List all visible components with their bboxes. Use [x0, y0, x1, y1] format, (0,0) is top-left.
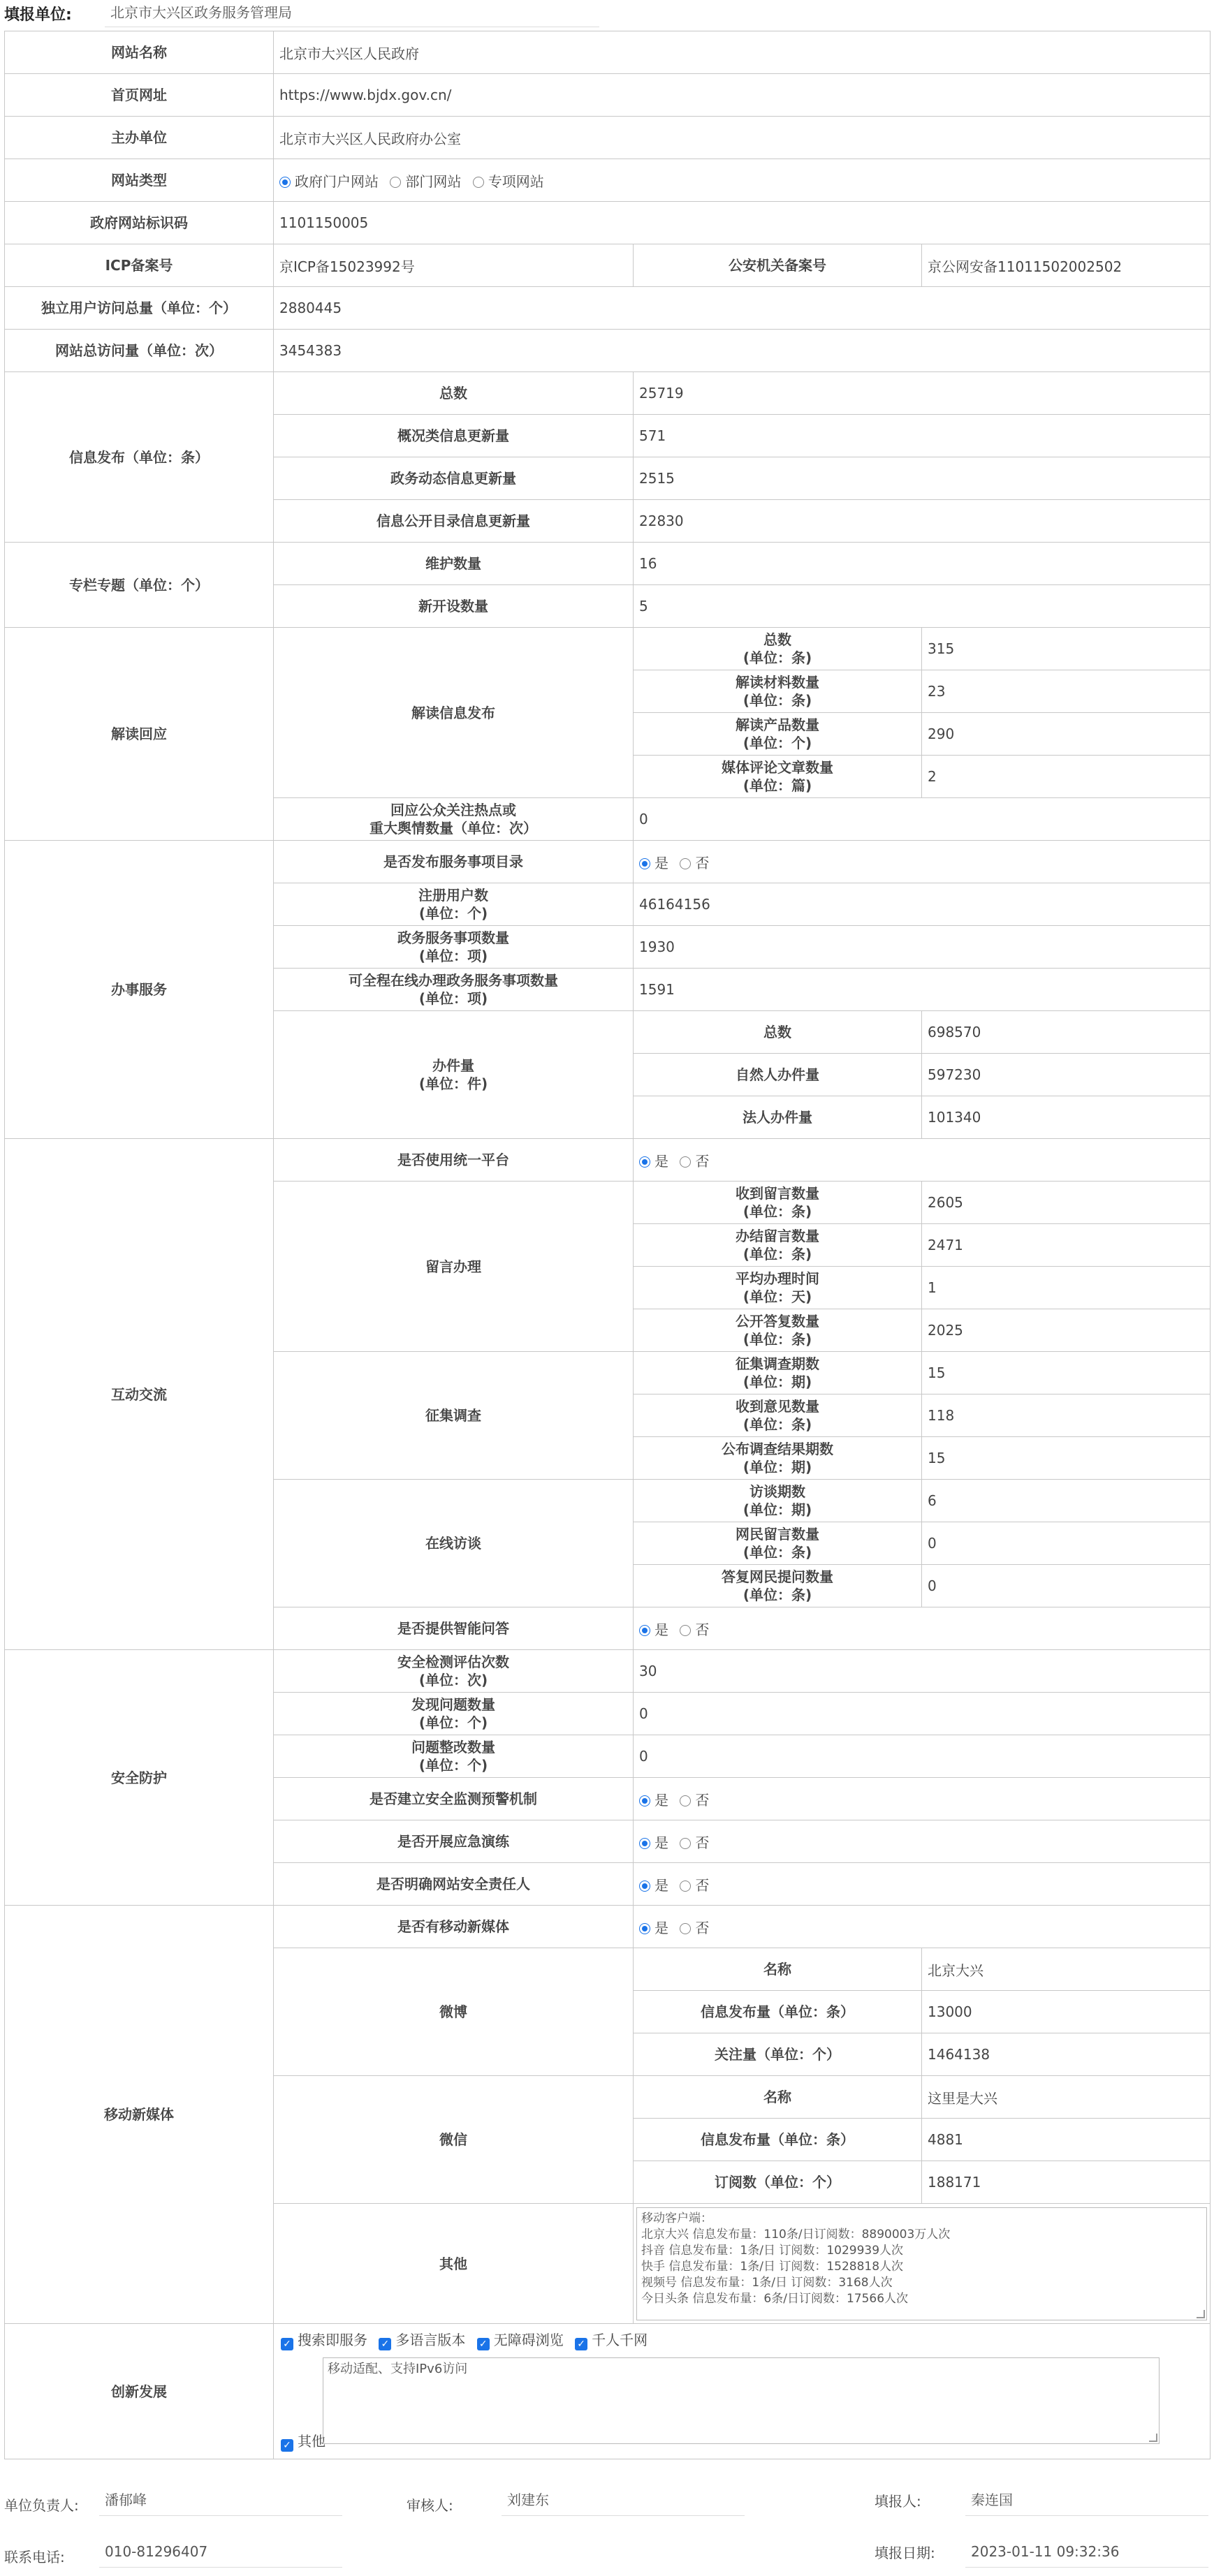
- service-label: 办事服务: [5, 841, 274, 1139]
- form-footer: [0, 2461, 1214, 2576]
- radio-empty-icon: [680, 858, 691, 869]
- security-monitor-options: [634, 1778, 1211, 1820]
- icp-value: 京ICP备15023992号: [274, 244, 634, 287]
- weibo-label: 微博: [274, 1948, 634, 2076]
- interpret-material-value: 23: [922, 670, 1211, 713]
- resize-handle-icon[interactable]: [1197, 2310, 1205, 2318]
- yes-radio[interactable]: 是: [639, 1621, 668, 1638]
- checkbox-checked-icon: ✓: [281, 2439, 293, 2452]
- online-interview-label: 在线访谈: [274, 1480, 634, 1607]
- service-online-label: 可全程在线办理政务服务事项数量 (单位：项): [274, 969, 634, 1011]
- no-radio[interactable]: 否: [680, 1920, 709, 1936]
- page-views-label: 网站总访问量（单位：次）: [5, 330, 274, 372]
- msg-received-value: 2605: [922, 1182, 1211, 1224]
- security-label: 安全防护: [5, 1650, 274, 1906]
- yes-radio[interactable]: 是: [639, 1834, 668, 1851]
- survey-periods-value: 15: [922, 1352, 1211, 1394]
- wechat-publish-value: 4881: [922, 2119, 1211, 2161]
- mobile-other-label: 其他: [274, 2204, 634, 2324]
- info-total-value: 25719: [634, 372, 1211, 415]
- service-registered-label: 注册用户数 (单位：个): [274, 883, 634, 926]
- weibo-name-label: 名称: [634, 1948, 922, 1991]
- radio-empty-icon: [680, 1156, 691, 1168]
- security-drill-options: [634, 1820, 1211, 1863]
- msg-reply-label: 公开答复数量 (单位：条): [634, 1309, 922, 1352]
- msg-received-label: 收到留言数量 (单位：条): [634, 1182, 922, 1224]
- unique-visitors-value: 2880445: [274, 287, 1211, 330]
- radio-empty-icon: [680, 1625, 691, 1636]
- checkbox-checked-icon: ✓: [281, 2338, 293, 2350]
- column-maintain-label: 维护数量: [274, 543, 634, 585]
- interpret-product-label: 解读产品数量 (单位：个): [634, 713, 922, 756]
- platform-label: 是否使用统一平台: [274, 1139, 634, 1182]
- security-eval-value: 30: [634, 1650, 1211, 1693]
- page-views-value: 3454383: [274, 330, 1211, 372]
- msg-done-label: 办结留言数量 (单位：条): [634, 1224, 922, 1267]
- column-maintain-value: 16: [634, 543, 1211, 585]
- interpret-product-value: 290: [922, 713, 1211, 756]
- msg-reply-value: 2025: [922, 1309, 1211, 1352]
- filler-field[interactable]: 秦连国: [965, 2487, 1208, 2516]
- phone-field[interactable]: 010-81296407: [99, 2539, 342, 2568]
- weibo-followers-label: 关注量（单位：个）: [634, 2033, 922, 2076]
- info-overview-value: 571: [634, 415, 1211, 457]
- checkbox-other[interactable]: ✓ 其他: [281, 2430, 326, 2452]
- security-found-value: 0: [634, 1693, 1211, 1735]
- survey-opinions-value: 118: [922, 1394, 1211, 1437]
- handle-legal-label: 法人办件量: [634, 1096, 922, 1139]
- handle-total-label: 总数: [634, 1011, 922, 1054]
- radio-empty-icon: [680, 1923, 691, 1934]
- mobile-other-cell: [634, 2204, 1211, 2324]
- filling-unit-label: 填报单位:: [4, 6, 72, 24]
- security-monitor-label: 是否建立安全监测预警机制: [274, 1778, 634, 1820]
- platform-options: [634, 1139, 1211, 1182]
- site-type-radio-portal[interactable]: 政府门户网站: [279, 173, 379, 190]
- weibo-publish-value: 13000: [922, 1991, 1211, 2033]
- radio-checked-icon: [639, 1625, 650, 1636]
- interview-periods-value: 6: [922, 1480, 1211, 1522]
- security-resp-options: [634, 1863, 1211, 1906]
- info-open-value: 22830: [634, 500, 1211, 543]
- mobile-other-textarea[interactable]: 移动客户端： 北京大兴 信息发布量：110条/日订阅数：8890003万人次 抖音 信息发布量：1条/日 订阅数：1029939人次 快手 信息发布量：1条/日 订阅数：1528818人次 视频号 信息发布量：1条/日 订阅数：3168人次 今日头条 信息发布量：6条/日订阅数：17566人次: [636, 2207, 1207, 2320]
- weibo-publish-label: 信息发布量（单位：条）: [634, 1991, 922, 2033]
- interview-answers-value: 0: [922, 1565, 1211, 1607]
- interpret-total-label: 总数 (单位：条): [634, 628, 922, 670]
- mobile-has-options: [634, 1906, 1211, 1948]
- site-name-value: 北京市大兴区人民政府: [274, 31, 1211, 74]
- security-fixed-value: 0: [634, 1735, 1211, 1778]
- reviewer-field[interactable]: 刘建东: [502, 2487, 745, 2516]
- service-registered-value: 46164156: [634, 883, 1211, 926]
- site-type-options: [274, 159, 1211, 202]
- interview-msgs-label: 网民留言数量 (单位：条): [634, 1522, 922, 1565]
- survey-opinions-label: 收到意见数量 (单位：条): [634, 1394, 922, 1437]
- msg-done-value: 2471: [922, 1224, 1211, 1267]
- weibo-name-value: 北京大兴: [922, 1948, 1211, 1991]
- no-radio[interactable]: 否: [680, 1877, 709, 1894]
- phone-label: 联系电话:: [4, 2549, 65, 2566]
- radio-empty-icon: [473, 177, 484, 188]
- handle-legal-value: 101340: [922, 1096, 1211, 1139]
- weibo-followers-value: 1464138: [922, 2033, 1211, 2076]
- interact-label: 互动交流: [5, 1139, 274, 1650]
- service-catalog-label: 是否发布服务事项目录: [274, 841, 634, 883]
- icp-label: ICP备案号: [5, 244, 274, 287]
- handle-natural-value: 597230: [922, 1054, 1211, 1096]
- survey-results-value: 15: [922, 1437, 1211, 1480]
- radio-checked-icon: [639, 1838, 650, 1849]
- homepage-label: 首页网址: [5, 74, 274, 117]
- radio-empty-icon: [390, 177, 401, 188]
- police-record-label: 公安机关备案号: [634, 244, 922, 287]
- website-report-table: [4, 31, 1211, 2459]
- interpret-label: 解读回应: [5, 628, 274, 841]
- innovation-other-textarea[interactable]: 移动适配、支持IPv6访问: [323, 2357, 1160, 2444]
- info-news-label: 政务动态信息更新量: [274, 457, 634, 500]
- site-id-label: 政府网站标识码: [5, 202, 274, 244]
- wechat-name-label: 名称: [634, 2076, 922, 2119]
- filling-unit-field[interactable]: 北京市大兴区政务服务管理局: [105, 1, 599, 27]
- mobile-media-label: 移动新媒体: [5, 1906, 274, 2324]
- site-id-value: 1101150005: [274, 202, 1211, 244]
- no-radio[interactable]: 否: [680, 1792, 709, 1809]
- radio-empty-icon: [680, 1838, 691, 1849]
- interpret-material-label: 解读材料数量 (单位：条): [634, 670, 922, 713]
- msg-avg-label: 平均办理时间 (单位：天): [634, 1267, 922, 1309]
- security-drill-label: 是否开展应急演练: [274, 1820, 634, 1863]
- innovation-label: 创新发展: [5, 2324, 274, 2459]
- interpret-media-value: 2: [922, 756, 1211, 798]
- info-open-label: 信息公开目录信息更新量: [274, 500, 634, 543]
- survey-label: 征集调查: [274, 1352, 634, 1480]
- checkbox-checked-icon: ✓: [379, 2338, 391, 2350]
- info-total-label: 总数: [274, 372, 634, 415]
- site-type-radio-department[interactable]: 部门网站: [390, 173, 461, 190]
- date-label: 填报日期:: [875, 2545, 935, 2561]
- interview-periods-label: 访谈期数 (单位：期): [634, 1480, 922, 1522]
- radio-checked-icon: [639, 1923, 650, 1934]
- msg-avg-value: 1: [922, 1267, 1211, 1309]
- header-row: [0, 0, 1214, 31]
- service-items-value: 1930: [634, 926, 1211, 969]
- security-resp-label: 是否明确网站安全责任人: [274, 1863, 634, 1906]
- wechat-name-value: 这里是大兴: [922, 2076, 1211, 2119]
- homepage-value: https://www.bjdx.gov.cn/: [274, 74, 1211, 117]
- checkbox-multilingual[interactable]: ✓ 多语言版本: [379, 2332, 465, 2348]
- interview-answers-label: 答复网民提问数量 (单位：条): [634, 1565, 922, 1607]
- yes-radio[interactable]: 是: [639, 1792, 668, 1809]
- unit-head-field[interactable]: 潘郁峰: [99, 2487, 342, 2516]
- yes-radio[interactable]: 是: [639, 855, 668, 871]
- security-eval-label: 安全检测评估次数 (单位：次): [274, 1650, 634, 1693]
- no-radio[interactable]: 否: [680, 1834, 709, 1851]
- filler-label: 填报人:: [875, 2493, 921, 2510]
- interpret-publish-label: 解读信息发布: [274, 628, 634, 798]
- wechat-subscribers-label: 订阅数（单位：个）: [634, 2161, 922, 2204]
- interpret-total-value: 315: [922, 628, 1211, 670]
- yes-radio[interactable]: 是: [639, 1877, 668, 1894]
- security-fixed-label: 问题整改数量 (单位：个): [274, 1735, 634, 1778]
- checkbox-personalized[interactable]: ✓ 千人千网: [575, 2332, 648, 2348]
- unit-head-label: 单位负责人:: [4, 2497, 79, 2514]
- no-radio[interactable]: 否: [680, 855, 709, 871]
- yes-radio[interactable]: 是: [639, 1153, 668, 1170]
- site-type-radio-special[interactable]: 专项网站: [473, 173, 544, 190]
- radio-empty-icon: [680, 1881, 691, 1892]
- unique-visitors-label: 独立用户访问总量（单位：个）: [5, 287, 274, 330]
- site-type-label: 网站类型: [5, 159, 274, 202]
- smart-qa-options: [634, 1607, 1211, 1650]
- radio-checked-icon: [639, 858, 650, 869]
- checkbox-accessibility[interactable]: ✓ 无障碍浏览: [477, 2332, 564, 2348]
- date-field[interactable]: 2023-01-11 09:32:36: [965, 2539, 1208, 2568]
- site-name-label: 网站名称: [5, 31, 274, 74]
- info-news-value: 2515: [634, 457, 1211, 500]
- survey-periods-label: 征集调查期数 (单位：期): [634, 1352, 922, 1394]
- host-unit-label: 主办单位: [5, 117, 274, 159]
- service-catalog-options: [634, 841, 1211, 883]
- radio-checked-icon: [639, 1156, 650, 1168]
- radio-checked-icon: [279, 177, 291, 188]
- interpret-media-label: 媒体评论文章数量 (单位：篇): [634, 756, 922, 798]
- column-new-label: 新开设数量: [274, 585, 634, 628]
- police-record-value: 京公网安备11011502002502: [922, 244, 1211, 287]
- column-topic-label: 专栏专题（单位：个）: [5, 543, 274, 628]
- host-unit-value: 北京市大兴区人民政府办公室: [274, 117, 1211, 159]
- wechat-label: 微信: [274, 2076, 634, 2204]
- radio-empty-icon: [680, 1795, 691, 1806]
- smart-qa-label: 是否提供智能问答: [274, 1607, 634, 1650]
- radio-checked-icon: [639, 1881, 650, 1892]
- checkbox-checked-icon: ✓: [477, 2338, 490, 2350]
- interpret-response-label: 回应公众关注热点或 重大舆情数量（单位：次）: [274, 798, 634, 841]
- checkbox-checked-icon: ✓: [575, 2338, 587, 2350]
- service-items-label: 政务服务事项数量 (单位：项): [274, 926, 634, 969]
- checkbox-search-service[interactable]: ✓ 搜索即服务: [281, 2332, 367, 2348]
- interview-msgs-value: 0: [922, 1522, 1211, 1565]
- survey-results-label: 公布调查结果期数 (单位：期): [634, 1437, 922, 1480]
- no-radio[interactable]: 否: [680, 1621, 709, 1638]
- reviewer-label: 审核人:: [407, 2497, 453, 2514]
- no-radio[interactable]: 否: [680, 1153, 709, 1170]
- interpret-response-value: 0: [634, 798, 1211, 841]
- message-handling-label: 留言办理: [274, 1182, 634, 1352]
- wechat-publish-label: 信息发布量（单位：条）: [634, 2119, 922, 2161]
- handle-natural-label: 自然人办件量: [634, 1054, 922, 1096]
- service-online-value: 1591: [634, 969, 1211, 1011]
- yes-radio[interactable]: 是: [639, 1920, 668, 1936]
- wechat-subscribers-value: 188171: [922, 2161, 1211, 2204]
- service-handle-label: 办件量 (单位：件): [274, 1011, 634, 1139]
- security-found-label: 发现问题数量 (单位：个): [274, 1693, 634, 1735]
- innovation-options: [274, 2324, 1211, 2459]
- resize-handle-icon[interactable]: [1149, 2434, 1157, 2442]
- handle-total-value: 698570: [922, 1011, 1211, 1054]
- column-new-value: 5: [634, 585, 1211, 628]
- radio-checked-icon: [639, 1795, 650, 1806]
- mobile-has-label: 是否有移动新媒体: [274, 1906, 634, 1948]
- info-publish-label: 信息发布（单位：条）: [5, 372, 274, 543]
- info-overview-label: 概况类信息更新量: [274, 415, 634, 457]
